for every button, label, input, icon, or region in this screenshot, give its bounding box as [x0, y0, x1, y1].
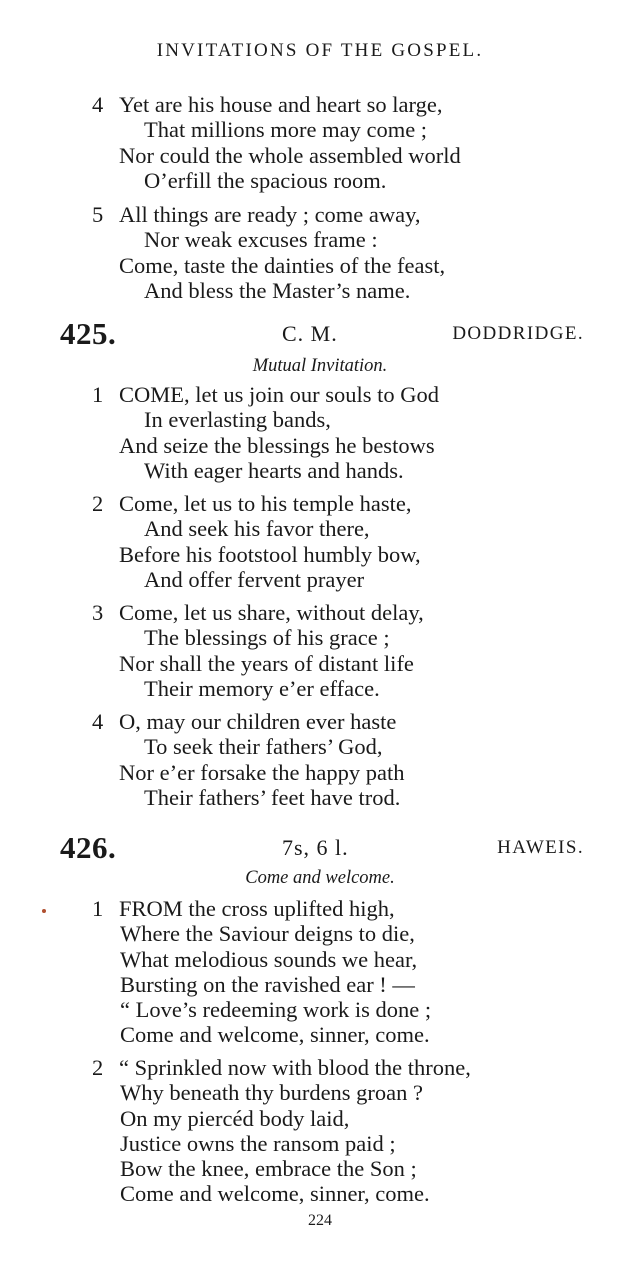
stanza-number: 5 — [92, 202, 104, 227]
stanza-intro-4 — [0, 92, 461, 193]
verse-line: That millions more may come ; — [144, 117, 428, 143]
hymn-heading-426 — [0, 830, 640, 865]
stanza-425-4 — [0, 709, 405, 810]
verse-line: Come and welcome, sinner, come. — [120, 1181, 430, 1207]
hymn-number: 426. — [60, 830, 117, 865]
verse-line: Where the Saviour deigns to die, — [120, 921, 415, 947]
verse-line: Bursting on the ravished ear ! — — [120, 971, 415, 997]
stanza-426-1 — [0, 896, 432, 1048]
verse-line: All things are ready ; come away, — [119, 202, 421, 227]
verse-line: “ Love’s redeeming work is done ; — [120, 997, 432, 1023]
stanza-number: 4 — [92, 92, 104, 117]
verse-line: And bless the Master’s name. — [144, 277, 411, 303]
stanza-425-3 — [0, 600, 424, 701]
verse-line: “ Sprinkled now with blood the throne, — [119, 1055, 471, 1080]
hymn-meter: C. M. — [282, 321, 338, 346]
verse-line: O, may our children ever haste — [119, 709, 397, 734]
running-head: INVITATIONS OF THE GOSPEL. — [156, 40, 484, 61]
stanza-426-2 — [0, 1055, 471, 1207]
stanza-number: 4 — [92, 709, 104, 734]
hymn-author: DODDRIDGE. — [452, 323, 584, 344]
verse-line: Nor could the whole assembled world — [119, 142, 461, 168]
hymn-author: HAWEIS. — [497, 837, 584, 858]
hymn-number: 425. — [60, 316, 117, 351]
verse-line: Nor weak excuses frame : — [144, 227, 378, 253]
verse-line: And offer fervent prayer — [144, 566, 365, 592]
verse-line: In everlasting bands, — [144, 407, 331, 433]
hymn-subtitle: Come and welcome. — [245, 868, 395, 888]
verse-line: COME, let us join our souls to God — [119, 382, 440, 407]
verse-line: Justice owns the ransom paid ; — [120, 1130, 396, 1156]
verse-line: Yet are his house and heart so large, — [119, 92, 443, 117]
verse-line: FROM the cross uplifted high, — [119, 896, 395, 921]
verse-line: On my piercéd body laid, — [120, 1105, 350, 1131]
hymn-meter: 7s, 6 l. — [282, 835, 349, 860]
stanza-number: 2 — [92, 491, 104, 516]
verse-line: Before his footstool humbly bow, — [119, 541, 421, 567]
verse-line: To seek their fathers’ God, — [144, 734, 383, 760]
verse-line: Nor shall the years of distant life — [119, 650, 414, 676]
hymn-subtitle: Mutual Invitation. — [252, 356, 388, 376]
stanza-intro-5 — [0, 202, 446, 303]
verse-line: Nor e’er forsake the happy path — [119, 759, 405, 785]
verse-line: Come, let us to his temple haste, — [119, 491, 412, 516]
verse-line: The blessings of his grace ; — [144, 625, 390, 651]
verse-line: Their memory e’er efface. — [144, 675, 380, 701]
hymn-heading-425 — [0, 316, 640, 351]
stanza-number: 2 — [92, 1055, 104, 1080]
verse-line: Come, let us share, without delay, — [119, 600, 424, 625]
verse-line: Bow the knee, embrace the Son ; — [120, 1156, 417, 1182]
verse-line: Their fathers’ feet have trod. — [144, 784, 401, 810]
verse-line: What melodious sounds we hear, — [120, 946, 418, 972]
stanza-number: 3 — [92, 600, 104, 625]
page-number: 224 — [308, 1212, 332, 1229]
verse-line: And seize the blessings he bestows — [119, 432, 435, 458]
stanza-425-2 — [0, 491, 421, 592]
stanza-number: 1 — [92, 896, 104, 921]
verse-line: O’erfill the spacious room. — [144, 167, 387, 193]
verse-line: Come and welcome, sinner, come. — [120, 1022, 430, 1048]
stanza-number: 1 — [92, 382, 104, 407]
verse-line: Why beneath thy burdens groan ? — [120, 1080, 424, 1106]
stanza-425-1 — [0, 382, 440, 483]
ink-speck-mark — [42, 909, 46, 913]
verse-line: With eager hearts and hands. — [144, 457, 404, 483]
verse-line: Come, taste the dainties of the feast, — [119, 252, 446, 278]
verse-line: And seek his favor there, — [144, 516, 370, 542]
